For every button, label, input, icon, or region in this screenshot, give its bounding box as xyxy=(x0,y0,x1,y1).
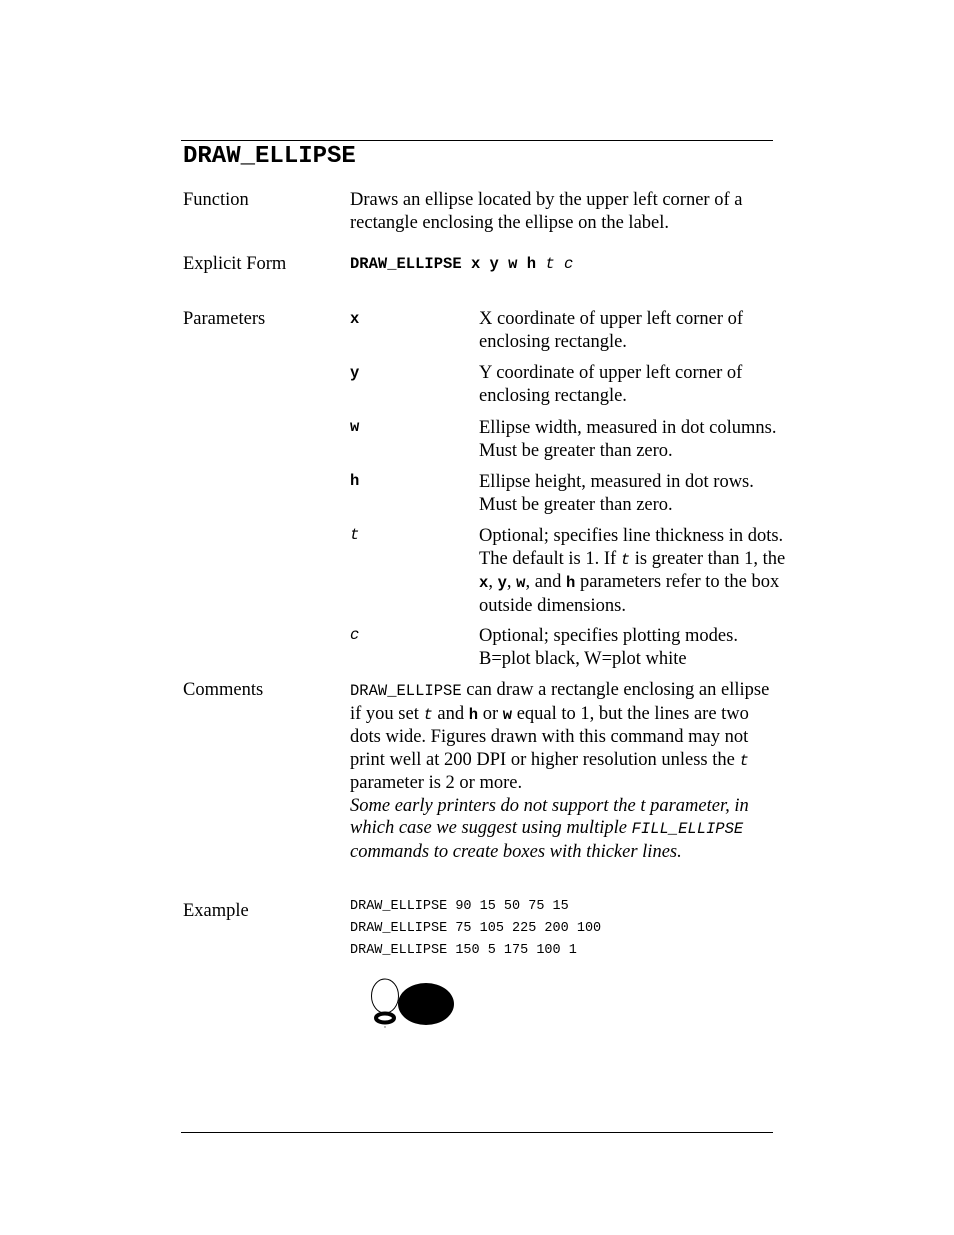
function-label: Function xyxy=(183,190,249,210)
example-code-line-2: DRAW_ELLIPSE 75 105 225 200 100 xyxy=(350,921,602,936)
param-t-ref-w: w xyxy=(516,574,526,592)
comments-text-1: can draw a rectangle enclosing an ellipse if you set xyxy=(350,680,770,724)
comments-ref-w: w xyxy=(502,705,513,724)
example-code-line-1: DRAW_ELLIPSE 90 15 50 75 15 xyxy=(350,899,569,914)
param-t-sep-3: , and xyxy=(525,572,567,592)
param-name-x: x xyxy=(350,310,360,328)
param-desc-h: Ellipse height, measured in dot rows. Must be greater than zero. xyxy=(479,472,754,515)
bottom-rule xyxy=(181,1132,773,1133)
param-t-text-3: parameters refer to the box outside dimensions. xyxy=(479,572,780,616)
comments-note xyxy=(350,796,749,862)
comments-text-3: or xyxy=(478,703,503,724)
param-desc-t xyxy=(479,525,789,617)
example-ellipses-figure xyxy=(358,972,468,1044)
comments-text xyxy=(350,679,780,863)
param-name-y: y xyxy=(350,364,360,382)
explicit-form-label: Explicit Form xyxy=(183,254,287,274)
param-desc-y: Y coordinate of upper left corner of enclosing rectangle. xyxy=(479,363,743,406)
comments-ref-command: DRAW_ELLIPSE xyxy=(350,682,462,700)
stray-dot xyxy=(384,1026,385,1027)
param-t-text-2: is greater than 1, the xyxy=(630,548,786,569)
comments-note-text-2: commands to create boxes with thicker lines. xyxy=(350,841,682,862)
example-code-line-3: DRAW_ELLIPSE 150 5 175 100 1 xyxy=(350,943,577,958)
explicit-form-optional-args: t c xyxy=(545,255,574,273)
param-t-sep-1: , xyxy=(488,572,498,592)
param-name-t: t xyxy=(350,526,360,544)
top-rule xyxy=(181,140,773,141)
parameters-label: Parameters xyxy=(183,309,266,329)
comments-note-text-1: Some early printers do not support the t parameter, in which case we suggest using multiple xyxy=(350,795,749,838)
param-name-c: c xyxy=(350,626,360,644)
param-desc-c xyxy=(479,625,789,670)
comments-text-4: equal to 1, but the lines are two dots wide. Figures drawn with this command may not print well at 200 DPI or higher resolution unless the xyxy=(350,703,749,770)
param-t-ref-t: t xyxy=(620,550,631,569)
page-title: DRAW_ELLIPSE xyxy=(183,143,356,170)
function-text: Draws an ellipse located by the upper left corner of a rectangle enclosing the ellipse on the label. xyxy=(350,190,743,233)
example-label: Example xyxy=(183,901,249,921)
param-c-line-1: Optional; specifies plotting modes. xyxy=(479,626,738,646)
param-t-ref-h: h xyxy=(566,574,576,592)
explicit-form-syntax xyxy=(350,253,780,276)
explicit-form-command: DRAW_ELLIPSE xyxy=(350,255,462,273)
comments-ref-h: h xyxy=(468,705,479,724)
param-t-text-1: Optional; specifies line thickness in dots. The default is 1. If xyxy=(479,526,784,569)
param-desc-w: Ellipse width, measured in dot columns. Must be greater than zero. xyxy=(479,418,777,461)
comments-text-5: parameter is 2 or more. xyxy=(350,773,523,793)
comments-ref-t-2: t xyxy=(739,751,749,770)
comments-note-ref: FILL_ELLIPSE xyxy=(631,820,744,838)
param-t-sep-2: , xyxy=(506,572,517,592)
param-desc-x: X coordinate of upper left corner of enclosing rectangle. xyxy=(479,309,744,352)
param-t-ref-y: y xyxy=(497,574,507,592)
comments-label: Comments xyxy=(183,680,264,700)
explicit-form-required-args: x y w h xyxy=(470,255,537,273)
ellipse-thick-ring xyxy=(376,1014,394,1023)
comments-ref-t: t xyxy=(423,705,433,724)
ellipse-filled xyxy=(398,983,454,1025)
comments-text-2: and xyxy=(432,703,469,724)
param-name-w: w xyxy=(350,418,360,436)
param-name-h: h xyxy=(350,472,360,490)
ellipse-outline xyxy=(372,979,399,1013)
param-t-ref-x: x xyxy=(479,574,489,592)
param-c-line-2: B=plot black, W=plot white xyxy=(479,648,687,669)
